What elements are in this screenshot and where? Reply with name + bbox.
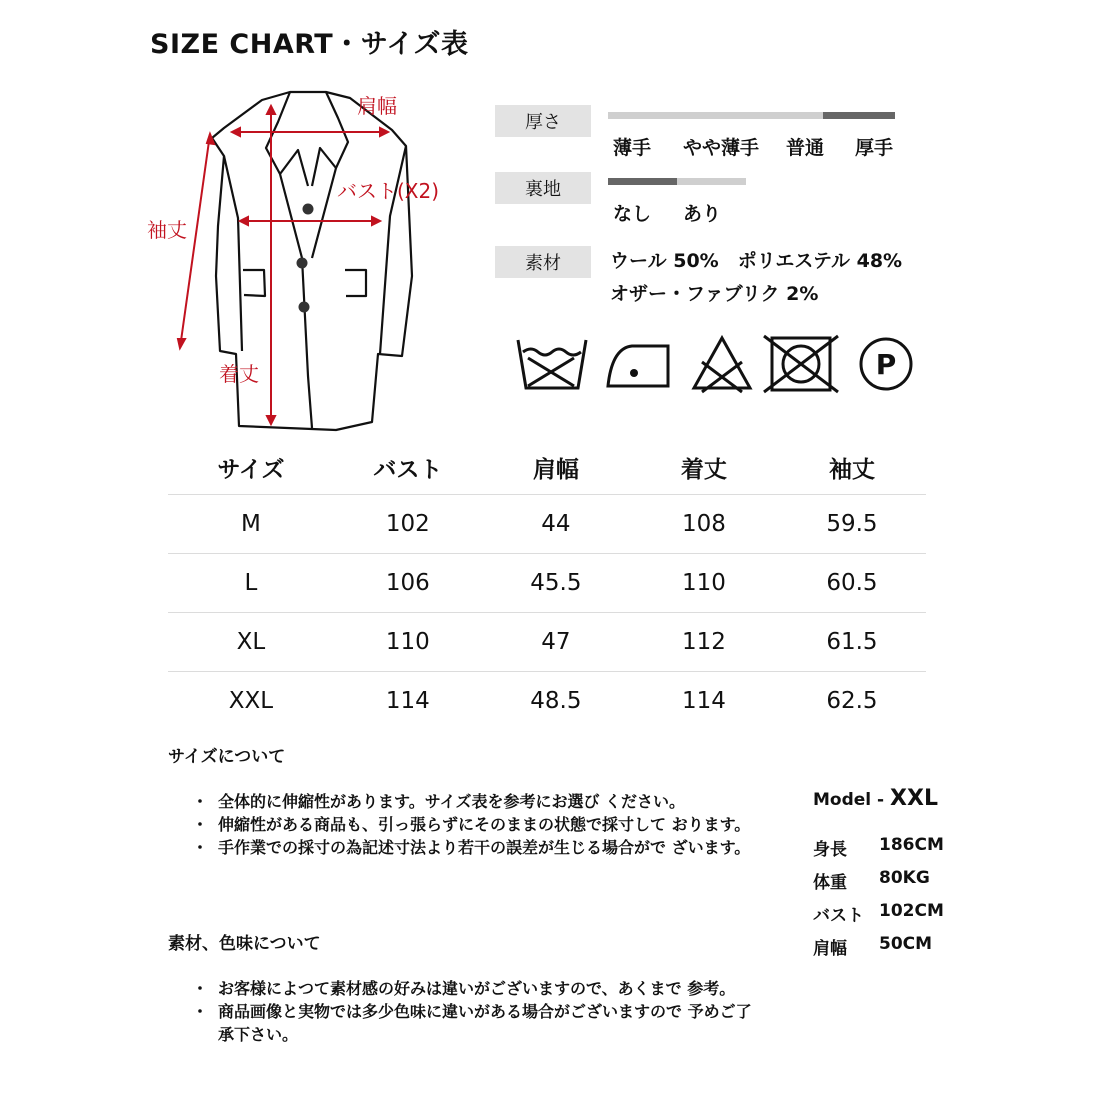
header-sleeve: 袖丈 (828, 456, 875, 483)
color-notes-list (192, 977, 762, 1046)
no-bleach-icon (690, 334, 754, 394)
header-bust: バスト (373, 456, 443, 483)
model-height-value: 186CM (879, 835, 944, 855)
thickness-option-3: 普通 (786, 137, 825, 159)
cell: 48.5 (530, 688, 582, 714)
model-shoulder-value: 50CM (879, 934, 933, 954)
cell: 110 (385, 629, 430, 655)
no-tumble-dry-icon (762, 334, 840, 394)
cell: 45.5 (530, 570, 582, 596)
material-line-1: ウール 50% ポリエステル 48% (610, 250, 903, 272)
cell: 114 (385, 688, 430, 714)
thickness-bar (608, 112, 895, 119)
dry-clean-p-icon (856, 334, 916, 394)
size-table (168, 440, 926, 730)
list-item: ・ 商品画像と実物では多少色味に違いがある場合がございますので 予めご了承下さい。 (192, 1000, 762, 1046)
cell: 102 (385, 511, 430, 537)
coat-illustration (140, 86, 480, 436)
table-header (168, 440, 926, 495)
table-row (168, 495, 926, 554)
list-item: ・ 手作業での採寸の為記述寸法より若干の誤差が生じる場合がで ざいます。 (192, 836, 762, 859)
header-length: 着丈 (680, 456, 727, 483)
lining-option-2: あり (683, 203, 722, 225)
thickness-option-1: 薄手 (613, 137, 652, 159)
hand-wash-icon (514, 334, 590, 394)
model-height-row (813, 835, 944, 860)
model-bust-value: 102CM (879, 901, 944, 921)
thickness-label: 厚さ (495, 105, 591, 137)
cell: 61.5 (826, 629, 878, 655)
thickness-option-4: 厚手 (855, 137, 894, 159)
size-notes-heading: サイズについて (168, 747, 286, 767)
iron-icon (604, 334, 674, 394)
lining-option-1: なし (613, 203, 652, 225)
model-weight-row (813, 868, 930, 893)
dim-shoulder-label: 肩幅 (357, 94, 397, 118)
cell: 114 (681, 688, 726, 714)
model-weight-label: 体重 (813, 873, 847, 893)
model-bust-row (813, 901, 944, 926)
color-notes-heading: 素材、色味について (168, 934, 321, 954)
dim-bust-label: バスト(X2) (337, 179, 440, 203)
model-weight-value: 80KG (879, 868, 930, 888)
model-shoulder-label: 肩幅 (813, 939, 847, 959)
lining-bar (608, 178, 746, 185)
thickness-option-2: やや薄手 (683, 137, 760, 159)
material-line-2: オザー・ファブリク 2% (610, 283, 819, 305)
model-size: XXL (890, 786, 938, 811)
cell: XL (236, 629, 266, 655)
table-row (168, 554, 926, 613)
cell: XXL (228, 688, 274, 714)
model-title (813, 786, 938, 811)
model-bust-label: バスト (813, 906, 864, 926)
size-notes-list (192, 790, 762, 859)
list-item: ・ 伸縮性がある商品も、引っ張らずにそのままの状態で採寸して おります。 (192, 813, 762, 836)
cell: 60.5 (826, 570, 878, 596)
cell: 108 (681, 511, 726, 537)
material-label: 素材 (495, 246, 591, 278)
cell: 47 (541, 629, 571, 655)
model-shoulder-row (813, 934, 932, 959)
dim-length-label: 着丈 (219, 362, 259, 386)
dim-sleeve-label: 袖丈 (147, 218, 187, 242)
model-prefix: Model - (813, 790, 891, 810)
cell: L (244, 570, 258, 596)
cell: 59.5 (826, 511, 878, 537)
list-item: ・ 全体的に伸縮性があります。サイズ表を参考にお選び ください。 (192, 790, 762, 813)
cell: 110 (681, 570, 726, 596)
cell: 106 (385, 570, 430, 596)
table-row (168, 672, 926, 730)
model-height-label: 身長 (813, 840, 847, 860)
cell: 62.5 (826, 688, 878, 714)
cell: 112 (681, 629, 726, 655)
header-shoulder: 肩幅 (532, 456, 579, 483)
header-size: サイズ (217, 456, 285, 483)
page-title: SIZE CHART・サイズ表 (150, 29, 469, 60)
lining-label: 裏地 (495, 172, 591, 204)
dry-clean-p-letter: P (875, 348, 897, 381)
list-item: ・ お客様によつて素材感の好みは違いがございますので、あくまで 参考。 (192, 977, 762, 1000)
cell: 44 (541, 511, 571, 537)
table-row (168, 613, 926, 672)
cell: M (240, 511, 261, 537)
